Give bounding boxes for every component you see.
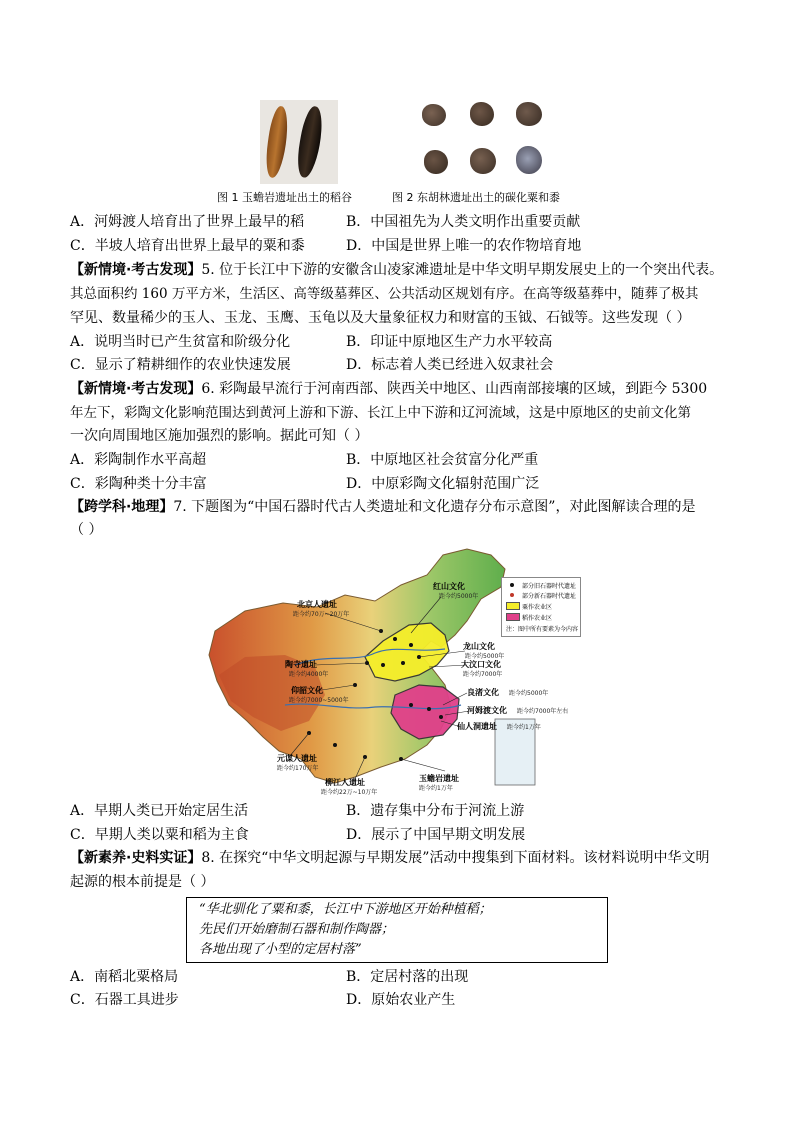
q6-stem-line3: 一次向周围地区施加强烈的影响。据此可知（ ） <box>70 428 369 444</box>
legend-dot-paleo <box>510 583 514 587</box>
figure2-caption: 图 2 东胡林遗址出土的碳化粟和黍 <box>392 191 560 204</box>
map-label-hongshan: 红山文化 <box>433 582 465 591</box>
q8-stem-line1 <box>70 848 709 868</box>
q7-tag: 【跨学科·地理】 <box>70 499 174 515</box>
china-map-figure <box>205 545 583 797</box>
quote-line-1: “华北驯化了粟和黍，长江中下游地区开始种植稻； <box>199 902 492 917</box>
q7-option-d[interactable]: D．展示了中国早期文明发展 <box>346 827 526 843</box>
q4-option-d[interactable]: D．中国是世界上唯一的农作物培育地 <box>346 238 582 254</box>
q5-stem-line1 <box>70 260 723 280</box>
map-label-liangzhu: 良渚文化 <box>467 688 499 697</box>
q6-stem-line1 <box>70 379 707 399</box>
q6-option-b[interactable]: B．中原地区社会贫富分化严重 <box>346 452 539 468</box>
legend-swatch-millet <box>506 602 520 610</box>
q8-text-1: 8. 在探究“中华文明起源与早期发展”活动中搜集到下面材料。该材料说明中华文明 <box>201 850 710 866</box>
rice-grain-2 <box>294 105 326 179</box>
map-label-longshan: 龙山文化 <box>463 642 495 651</box>
q5-tag: 【新情境·考古发现】 <box>70 262 202 278</box>
q4-option-a[interactable]: A．河姆渡人培育出了世界上最早的稻 <box>70 214 305 230</box>
quote-line-3: 各地出现了小型的定居村落” <box>199 942 362 957</box>
q5-text-1: 5. 位于长江中下游的安徽含山凌家滩遗址是中华文明早期发展史上的一个突出代表。 <box>201 262 724 278</box>
q6-text-1: 6. 彩陶最早流行于河南西部、陕西关中地区、山西南部接壤的区域，到距今 5300 <box>201 381 708 397</box>
figure1-caption: 图 1 玉蟾岩遗址出土的稻谷 <box>217 191 352 204</box>
millet-grain-1 <box>422 104 446 126</box>
map-sub-yuchanyan: 距今约1万年 <box>419 785 453 792</box>
legend-item-3: 粟作农业区 <box>522 604 553 611</box>
map-label-xianren: 仙人洞遗址 <box>457 722 497 731</box>
millet-grain-6 <box>516 146 542 174</box>
q6-option-a[interactable]: A．彩陶制作水平高超 <box>70 452 207 468</box>
q6-option-d[interactable]: D．中原彩陶文化辐射范围广泛 <box>346 476 540 492</box>
map-label-liujiang: 柳江人遗址 <box>325 778 365 787</box>
map-label-dawenkou: 大汶口文化 <box>461 660 501 669</box>
legend-swatch-rice <box>506 613 520 621</box>
map-label-yuanmou: 元谋人遗址 <box>277 754 317 763</box>
legend-item-4: 稻作农业区 <box>522 615 553 622</box>
q7-option-a[interactable]: A．早期人类已开始定居生活 <box>70 803 249 819</box>
legend-item-2: 部分新石器时代遗址 <box>522 593 577 600</box>
legend-dot-neo <box>510 593 514 597</box>
map-label-taosi: 陶寺遗址 <box>285 660 317 669</box>
map-sub-yuanmou: 距今约170万年 <box>277 765 319 772</box>
q8-option-b[interactable]: B．定居村落的出现 <box>346 969 469 985</box>
figure-rice-grains <box>260 100 338 184</box>
q6-tag: 【新情境·考古发现】 <box>70 381 202 397</box>
q5-option-c[interactable]: C．显示了精耕细作的农业快速发展 <box>70 357 291 373</box>
map-sub-longshan: 距今约5000年 <box>465 653 505 660</box>
map-label-yangshao: 仰韶文化 <box>291 686 323 695</box>
q5-stem-line3: 罕见、数量稀少的玉人、玉龙、玉鹰、玉龟以及大量象征权力和财富的玉钺、石钺等。这些发现（ ） <box>70 310 691 326</box>
map-sub-dawenkou: 距今约7000年 <box>463 671 503 678</box>
millet-grain-5 <box>470 148 496 174</box>
q8-stem-line2: 起源的根本前提是（ ） <box>70 874 215 890</box>
q6-option-c[interactable]: C．彩陶种类十分丰富 <box>70 476 207 492</box>
q7-stem-line2: （ ） <box>70 522 103 538</box>
q5-option-b[interactable]: B．印证中原地区生产力水平较高 <box>346 334 553 350</box>
map-sub-liujiang: 距今约22万~10万年 <box>321 789 378 796</box>
rice-grain-1 <box>263 105 291 179</box>
q4-option-b[interactable]: B．中国祖先为人类文明作出重要贡献 <box>346 214 581 230</box>
q7-text-1: 7. 下题图为“中国石器时代古人类遗址和文化遗存分布示意图”，对此图解读合理的是 <box>173 499 696 515</box>
map-sub-yangshao: 距今约7000~5000年 <box>289 697 349 704</box>
map-sub-xianren: 距今约1万年 <box>507 724 541 731</box>
map-label-beijing: 北京人遗址 <box>297 600 337 609</box>
q8-option-d[interactable]: D．原始农业产生 <box>346 992 456 1008</box>
map-sub-hemudu: 距今约7000年左右 <box>517 708 569 715</box>
millet-grain-3 <box>516 102 542 126</box>
q4-option-c[interactable]: C．半坡人培育出世界上最早的粟和黍 <box>70 238 305 254</box>
q7-option-b[interactable]: B．遗存集中分布于河流上游 <box>346 803 525 819</box>
map-label-yuchanyan: 玉蟾岩遗址 <box>419 774 459 783</box>
q7-stem-line1 <box>70 497 695 517</box>
legend-note: 注：图中所有要素为今内容 <box>506 626 579 633</box>
q5-stem-line2: 其总面积约 160 万平方米，生活区、高等级墓葬区、公共活动区规划有序。在高等级墓葬中，随葬了极其 <box>70 286 699 302</box>
q5-option-a[interactable]: A．说明当时已产生贫富和阶级分化 <box>70 334 291 350</box>
q6-stem-line2: 年左下，彩陶文化影响范围达到黄河上游和下游、长江上中下游和辽河流域，这是中原地区的史前文化第 <box>70 405 691 421</box>
figure-millet-grains <box>420 100 545 184</box>
q8-option-c[interactable]: C．石器工具进步 <box>70 992 179 1008</box>
q8-tag: 【新素养·史料实证】 <box>70 850 202 866</box>
q8-option-a[interactable]: A．南稻北粟格局 <box>70 969 179 985</box>
millet-grain-4 <box>424 150 448 174</box>
source-material-box <box>186 897 608 963</box>
map-legend <box>501 577 581 637</box>
map-sub-taosi: 距今约4000年 <box>289 671 329 678</box>
millet-grain-2 <box>470 102 494 126</box>
map-label-hemudu: 河姆渡文化 <box>467 706 507 715</box>
map-sub-liangzhu: 距今约5000年 <box>509 690 549 697</box>
map-sub-beijing: 距今约70万~20万年 <box>293 611 350 618</box>
q7-option-c[interactable]: C．早期人类以粟和稻为主食 <box>70 827 249 843</box>
map-sub-hongshan: 距今约5000年 <box>439 593 479 600</box>
legend-item-1: 部分旧石器时代遗址 <box>522 583 577 590</box>
quote-line-2: 先民们开始磨制石器和制作陶器； <box>199 922 395 937</box>
q5-option-d[interactable]: D．标志着人类已经进入奴隶社会 <box>346 357 554 373</box>
